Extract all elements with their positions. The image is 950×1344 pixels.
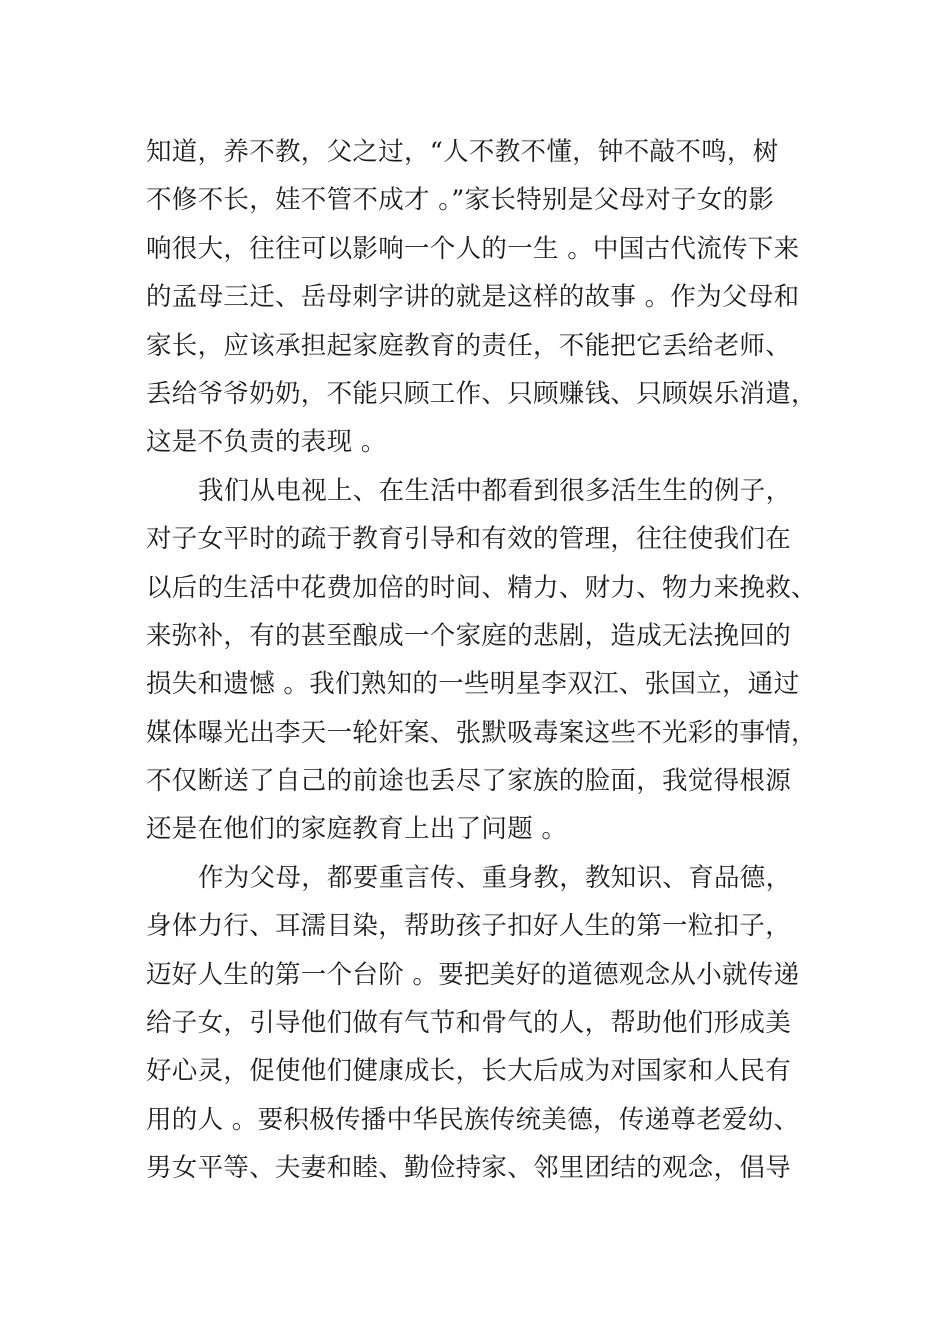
paragraph-1 <box>146 128 817 467</box>
paragraph-2 <box>146 467 817 854</box>
text-line: 家长，应该承担起家庭教育的责任，不能把它丢给老师、 <box>146 330 792 361</box>
text-line: 以后的生活中花费加倍的时间、精力、财力、物力来挽救、 <box>146 572 817 603</box>
text-line: 媒体曝光出李天一轮奸案、张默吸毒案这些不光彩的事情， <box>146 717 817 748</box>
text-line: 丢给爷爷奶奶，不能只顾工作、只顾赚钱、只顾娱乐消遣， <box>146 378 817 409</box>
text-line: 用的人 。要积极传播中华民族传统美德，传递尊老爱幼、 <box>146 1104 800 1135</box>
text-line: 迈好人生的第一个台阶 。要把美好的道德观念从小就传递 <box>146 959 800 990</box>
text-line: 给子女，引导他们做有气节和骨气的人，帮助他们形成美 <box>146 1008 792 1039</box>
text-line: 我们从电视上、在生活中都看到很多活生生的例子， <box>198 475 792 506</box>
text-line: 响很大，往往可以影响一个人的一生 。中国古代流传下来 <box>146 233 800 264</box>
text-line: 不仅断送了自己的前途也丢尽了家族的脸面，我觉得根源 <box>146 766 792 797</box>
text-line: 来弥补，有的甚至酿成一个家庭的悲剧，造成无法挽回的 <box>146 620 792 651</box>
body-text <box>146 128 817 1193</box>
text-line: 不修不长，娃不管不成才 。”家长特别是父母对子女的影 <box>146 185 775 216</box>
text-line: 对子女平时的疏于教育引导和有效的管理，往往使我们在 <box>146 524 792 555</box>
text-line: 还是在他们的家庭教育上出了问题 。 <box>146 814 568 845</box>
text-line: 损失和遗憾 。我们熟知的一些明星李双江、张国立，通过 <box>146 669 800 700</box>
text-line: 男女平等、夫妻和睦、勤俭持家、邻里团结的观念，倡导 <box>146 1153 792 1184</box>
text-line: 身体力行、耳濡目染，帮助孩子扣好人生的第一粒扣子， <box>146 911 792 942</box>
paragraph-3 <box>146 854 806 1193</box>
text-line: 这是不负责的表现 。 <box>146 427 387 458</box>
text-line: 知道，养不教，父之过，“人不教不懂，钟不敲不鸣，树 <box>146 137 779 167</box>
text-line: 的孟母三迁、岳母刺字讲的就是这样的故事 。作为父母和 <box>146 282 800 313</box>
text-line: 作为父母，都要重言传、重身教，教知识、育品德， <box>198 862 792 893</box>
text-line: 好心灵，促使他们健康成长，长大后成为对国家和人民有 <box>146 1056 792 1087</box>
